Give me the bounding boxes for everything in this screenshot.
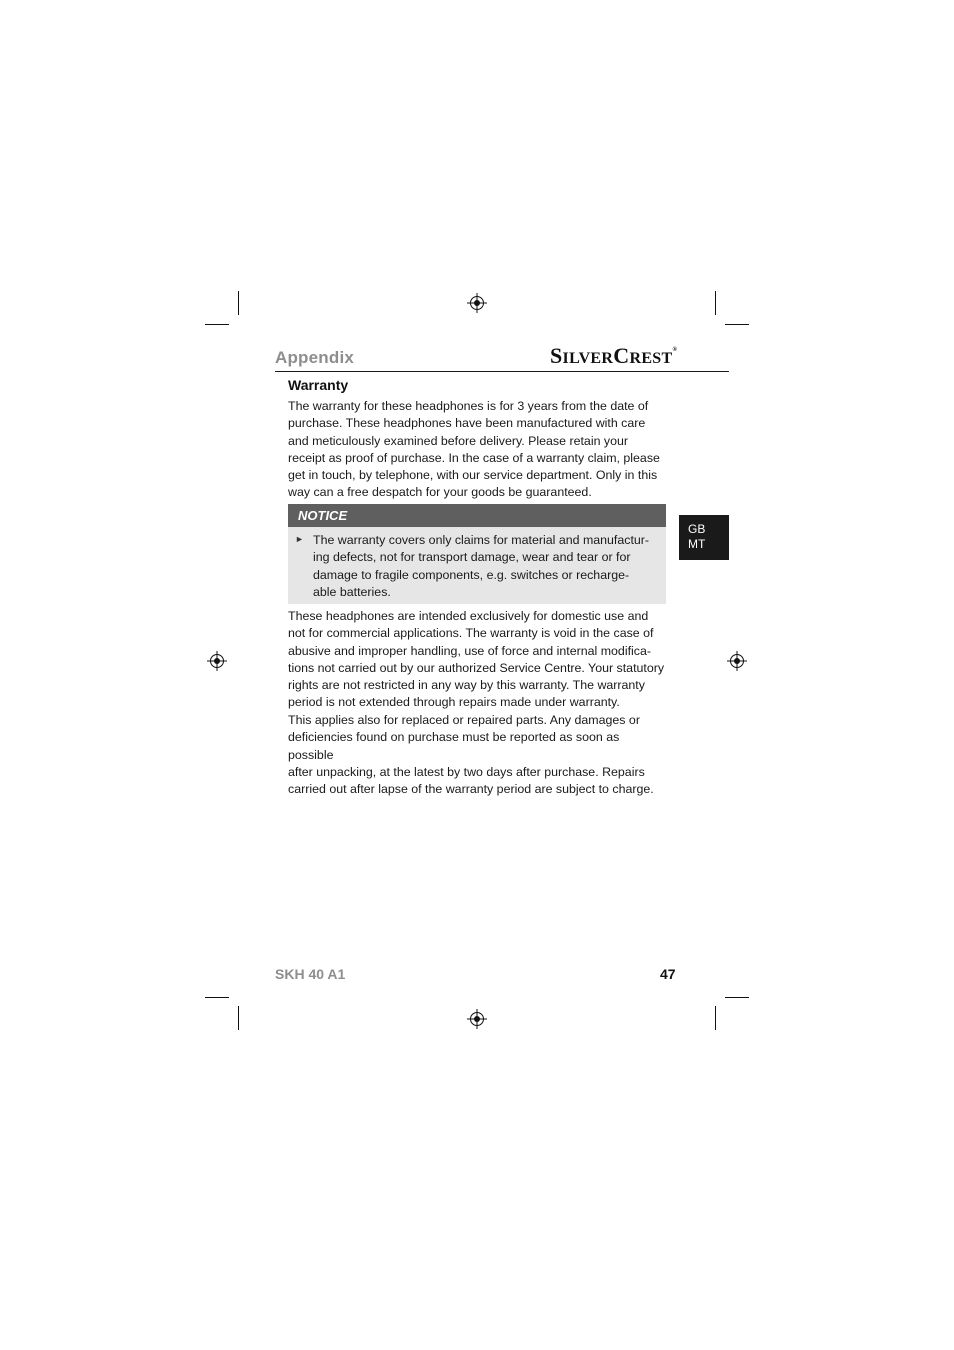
registration-target-icon [467, 293, 487, 313]
crop-mark-top-left-vertical [238, 291, 239, 315]
warranty-conditions-paragraph: These headphones are intended exclusively for domestic use and not for commercial applications. The warranty is void in the case of abusive and improper handling, use of force and internal modifica- tions not carried out by our authorized Service Centre. Your statutory rights are not restricted in any way by this warranty. The warranty period is not extended through repairs made under warranty. [288, 609, 665, 710]
brand-logo [550, 343, 677, 369]
language-code-mt: MT [688, 537, 706, 551]
registration-target-icon [727, 651, 747, 671]
crop-mark-top-right-horizontal [725, 324, 749, 325]
warranty-intro-paragraph: The warranty for these headphones is for 3 years from the date of purchase. These headphones have been manufactured with care and meticulously examined before delivery. Please retain your receipt as proof of purchase. In the case of a warranty claim, please get in touch, by telephone, with our service department. Only in this way can a free despatch for your goods be guaranteed. [288, 399, 660, 500]
crop-mark-top-left-horizontal [205, 324, 229, 325]
section-title: Appendix [275, 348, 355, 367]
warranty-heading: Warranty [288, 377, 349, 393]
notice-text: The warranty covers only claims for material and manufactur- ing defects, not for transport damage, wear and tear or for damage to fragile components, e.g. switches or recharge- able batteries. [313, 533, 650, 599]
header-divider [275, 371, 729, 372]
brand-word-2: REST [629, 350, 673, 367]
crop-mark-top-right-vertical [715, 291, 716, 315]
crop-mark-bottom-left-horizontal [205, 997, 229, 998]
model-number: SKH 40 A1 [275, 966, 346, 982]
language-tab [679, 515, 729, 560]
registered-mark: ® [672, 347, 678, 353]
crop-mark-bottom-right-horizontal [725, 997, 749, 998]
language-code-gb: GB [688, 522, 706, 536]
crop-mark-bottom-right-vertical [715, 1006, 716, 1030]
brand-word-1: ILVER [562, 350, 614, 367]
page-number: 47 [660, 966, 676, 982]
brand-initial-2: C [613, 343, 630, 368]
notice-header [288, 504, 666, 527]
registration-target-icon [207, 651, 227, 671]
bullet-arrow-icon: ► [295, 534, 304, 544]
brand-initial-1: S [550, 343, 563, 368]
notice-title: NOTICE [298, 508, 348, 523]
notice-body [288, 527, 666, 604]
warranty-parts-paragraph: This applies also for replaced or repaired parts. Any damages or deficiencies found on purchase must be reported as soon as possible after unpacking, at the latest by two days after purchase. Repairs carried out after lapse of the warranty period are subject to charge. [288, 713, 654, 797]
crop-mark-bottom-left-vertical [238, 1006, 239, 1030]
registration-target-icon [467, 1009, 487, 1029]
